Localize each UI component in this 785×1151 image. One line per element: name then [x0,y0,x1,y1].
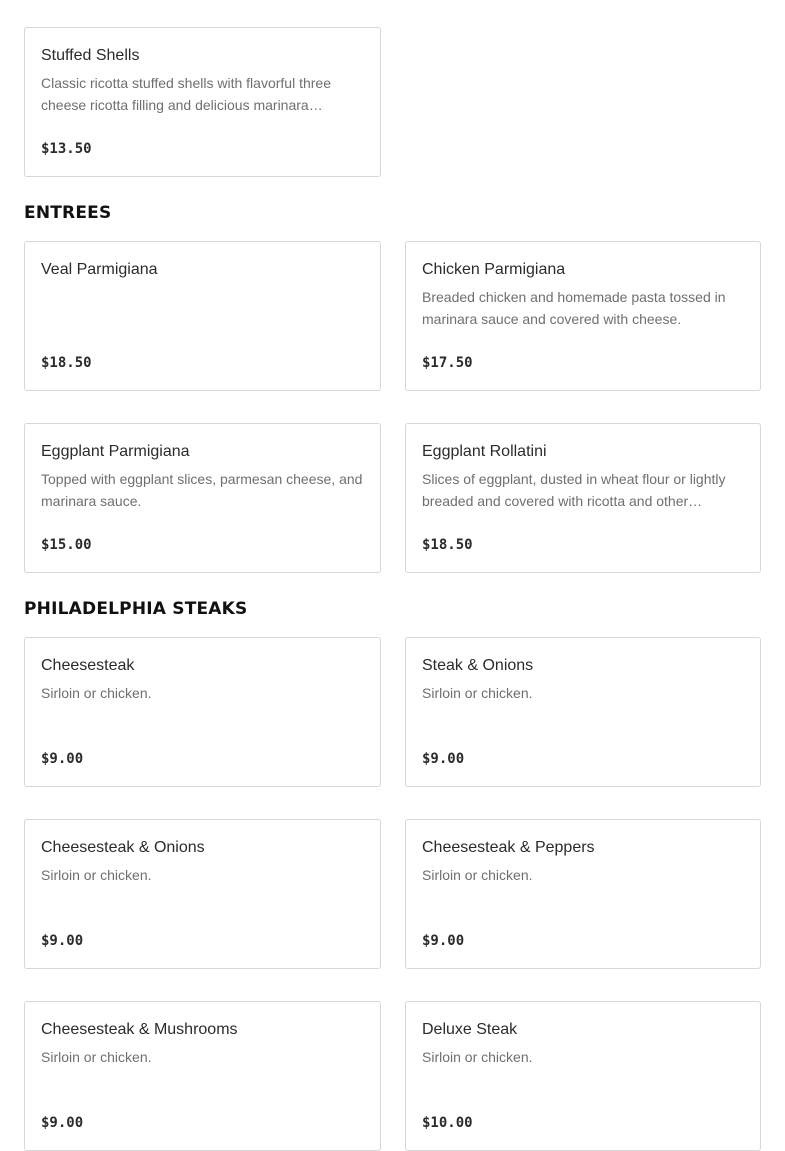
menu-item-card[interactable] [24,27,381,177]
menu-item-description: Sirloin or chicken. [422,1049,533,1065]
menu-item-card[interactable] [24,1001,381,1151]
menu-item-name: Deluxe Steak [422,1021,518,1038]
menu-item-name: Eggplant Rollatini [422,443,547,460]
menu-item-price: $9.00 [41,933,84,949]
menu-item-card[interactable] [405,241,761,391]
menu-item-price: $9.00 [41,1115,84,1131]
menu-item-price: $9.00 [422,751,465,767]
menu-item-price: $9.00 [422,933,465,949]
menu-item-name: Veal Parmigiana [41,261,158,278]
menu-item-card[interactable] [405,1001,761,1151]
menu-item-description: Sirloin or chicken. [422,685,533,701]
menu-item-description: Sirloin or chicken. [422,867,533,883]
menu-item-card[interactable] [24,241,381,391]
menu-item-description: Slices of eggplant, dusted in wheat flour or lightly breaded and covered with ricotta and other… [422,471,726,509]
section-heading-entrees: ENTREES [24,203,112,223]
menu-item-card[interactable] [405,423,761,573]
menu-item-price: $18.50 [41,355,92,371]
menu-item-price: $13.50 [41,141,92,157]
menu-item-price: $9.00 [41,751,84,767]
menu-item-name: Cheesesteak [41,657,135,674]
menu-item-name: Chicken Parmigiana [422,261,566,278]
menu-item-card[interactable] [405,637,761,787]
menu-item-description: Sirloin or chicken. [41,867,152,883]
menu-item-name: Steak & Onions [422,657,534,674]
menu-item-description: Classic ricotta stuffed shells with flavorful three cheese ricotta filling and delicious marinara… [41,75,331,113]
menu-item-name: Cheesesteak & Onions [41,839,205,856]
menu-item-price: $17.50 [422,355,473,371]
menu-item-name: Stuffed Shells [41,47,140,64]
menu-item-description [41,286,364,330]
menu-item-description: Sirloin or chicken. [41,685,152,701]
menu-item-description: Topped with eggplant slices, parmesan cheese, and marinara sauce. [41,471,363,509]
section-heading-philadelphia-steaks: PHILADELPHIA STEAKS [24,599,248,619]
menu-item-price: $10.00 [422,1115,473,1131]
menu-item-price: $15.00 [41,537,92,553]
menu-item-card[interactable] [24,423,381,573]
menu-item-price: $18.50 [422,537,473,553]
menu-item-description: Sirloin or chicken. [41,1049,152,1065]
menu-item-card[interactable] [24,637,381,787]
menu-item-name: Cheesesteak & Mushrooms [41,1021,238,1038]
menu-item-name: Eggplant Parmigiana [41,443,190,460]
menu-item-description: Breaded chicken and homemade pasta tossed in marinara sauce and covered with cheese. [422,289,726,327]
menu-item-card[interactable] [405,819,761,969]
menu-item-name: Cheesesteak & Peppers [422,839,595,856]
menu-item-card[interactable] [24,819,381,969]
